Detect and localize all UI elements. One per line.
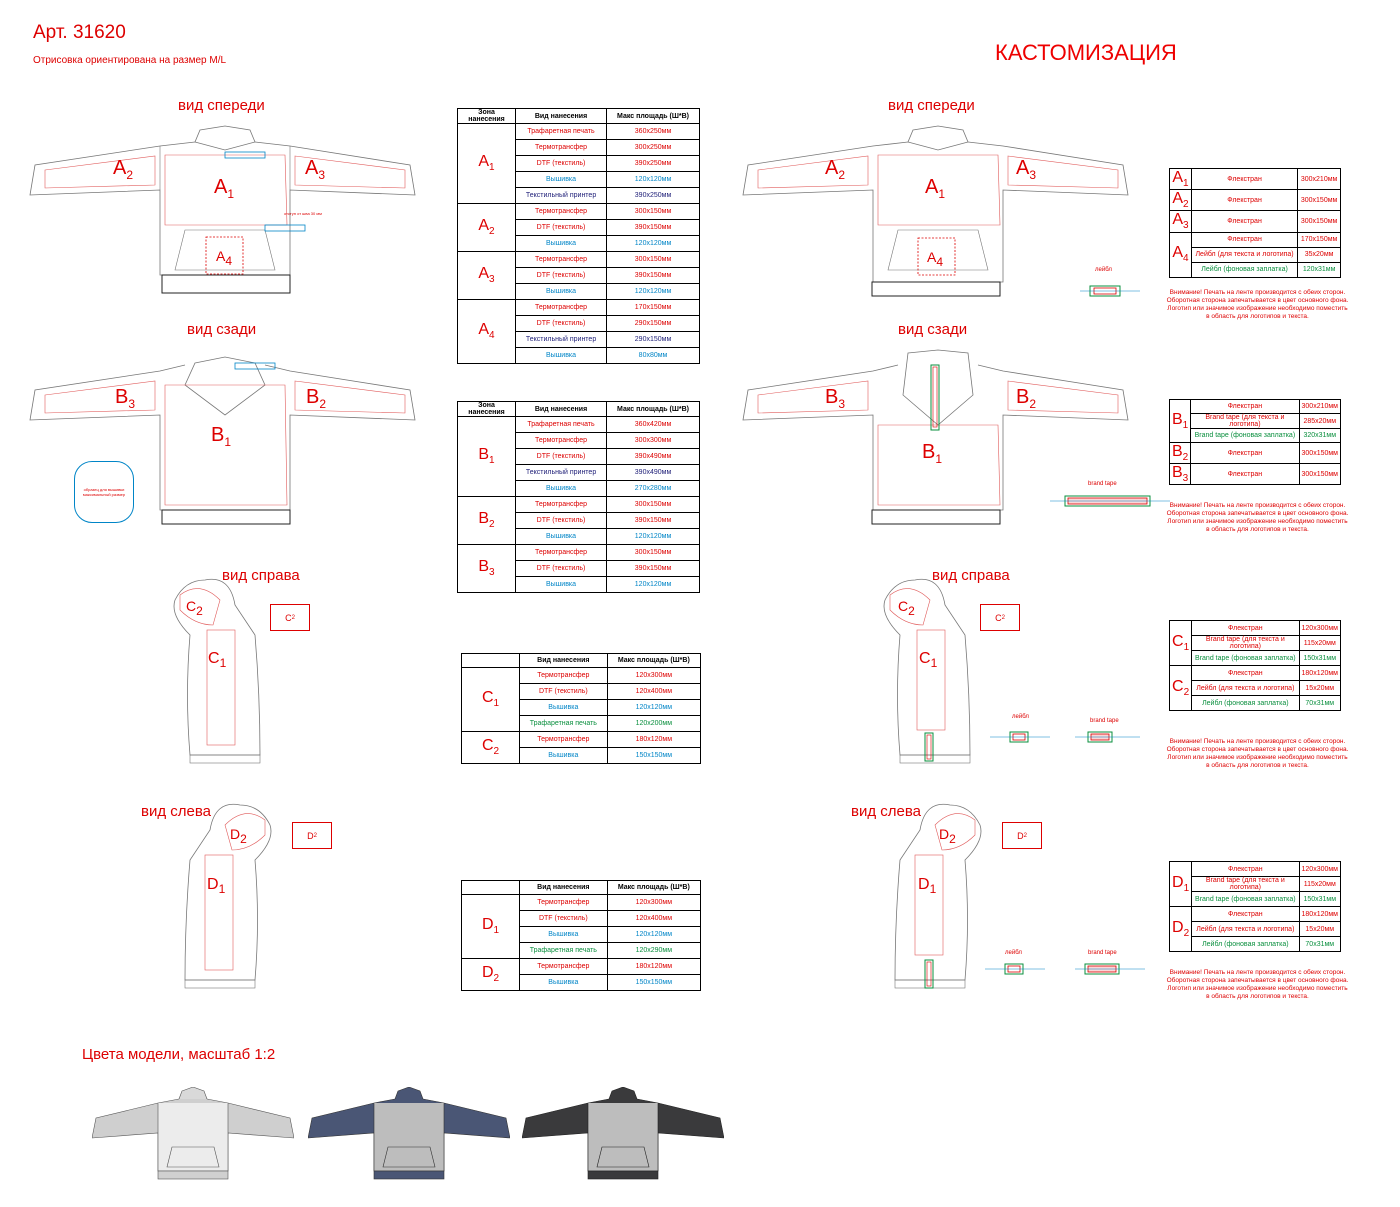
size-cell: 70x31мм xyxy=(1299,696,1340,711)
size-note: Отрисовка ориентирована на размер M/L xyxy=(33,55,227,66)
custom-front-view-title: вид спереди xyxy=(888,97,975,114)
size-cell: 120x120мм xyxy=(607,927,700,943)
zone-cell: $A_3$ xyxy=(1170,211,1192,232)
zone-cell: $D_1$ xyxy=(1170,862,1192,907)
size-cell: 300x150мм xyxy=(1298,190,1341,211)
custom-left-view-title: вид слева xyxy=(851,803,922,820)
size-cell: 150x150мм xyxy=(607,975,700,991)
spec-table-c xyxy=(461,653,701,764)
size-cell: 120x300мм xyxy=(607,668,700,684)
table-header-row xyxy=(458,402,700,417)
zone-b1-label: $B_1$ xyxy=(211,424,232,449)
size-cell: 35x20мм xyxy=(1298,247,1341,262)
method-cell: Лейбл (фоновая заплатка) xyxy=(1192,937,1299,952)
table-row xyxy=(458,300,700,316)
size-cell: 120x120мм xyxy=(607,284,700,300)
custom-zone-d2: $D_2$ xyxy=(939,826,956,846)
table-header-cell: Вид нанесения xyxy=(516,109,607,124)
table-header-row xyxy=(462,881,701,895)
method-cell: DTF (текстиль) xyxy=(516,449,607,465)
table-row xyxy=(1170,666,1341,681)
size-cell: 300x300мм xyxy=(607,433,700,449)
method-cell: Вышивка xyxy=(520,748,608,764)
custom-table-b xyxy=(1169,399,1341,485)
zone-cell: $A_2$ xyxy=(458,204,516,252)
table-row xyxy=(1170,190,1341,211)
zone-cell: $B_1$ xyxy=(1170,400,1191,443)
size-cell: 120x300мм xyxy=(1299,621,1340,636)
custom-zone-d1: $D_1$ xyxy=(918,876,937,897)
front-hoodie-drawing xyxy=(25,120,420,300)
seam-callout: отступ от шва 30 мм xyxy=(284,211,322,216)
zone-d2-label: $D_2$ xyxy=(230,826,247,846)
table-row xyxy=(1170,443,1341,464)
zone-b2-label: $B_2$ xyxy=(306,386,327,411)
front-label-diagram xyxy=(1080,276,1140,304)
left-side-hoodie-drawing xyxy=(170,800,280,1000)
size-cell: 300x150мм xyxy=(607,545,700,561)
color-swatch-charcoal xyxy=(522,1087,724,1183)
table-row xyxy=(1170,681,1341,696)
size-cell: 180x120мм xyxy=(1299,907,1340,922)
custom-zone-a2: $A_2$ xyxy=(825,157,846,182)
custom-c2-patch-box: C 2 xyxy=(980,604,1020,631)
back-view-title: вид сзади xyxy=(187,321,257,338)
size-cell: 180x120мм xyxy=(607,959,700,975)
size-cell: 390x490мм xyxy=(607,449,700,465)
table-header-row xyxy=(458,109,700,124)
size-cell: 290x150мм xyxy=(607,316,700,332)
warning-note-a: Внимание! Печать на ленте производится с обеих сторон. Оборотная сторона запечатывается в цвет основного фона. Логотип или значимое изображение необходимо поместить в область для логотипов и текста. xyxy=(1166,289,1349,320)
right-label-note: лейбл xyxy=(1012,714,1029,720)
method-cell: DTF (текстиль) xyxy=(516,220,607,236)
zone-cell: $A_4$ xyxy=(458,300,516,364)
method-cell: Лейбл (фоновая заплатка) xyxy=(1191,262,1297,277)
table-row xyxy=(458,204,700,220)
size-cell: 120x290мм xyxy=(607,943,700,959)
table-row xyxy=(462,959,701,975)
method-cell: Термотрансфер xyxy=(516,497,607,513)
method-cell: Флекстран xyxy=(1192,666,1299,681)
left-label-note: лейбл xyxy=(1005,950,1022,956)
table-row xyxy=(458,545,700,561)
method-cell: Brand tape (фоновая заплатка) xyxy=(1191,429,1299,443)
size-cell: 360x420мм xyxy=(607,417,700,433)
right-tape-diagrams xyxy=(990,724,1140,750)
method-cell: Лейбл (для текста и логотипа) xyxy=(1192,922,1299,937)
size-cell: 120x120мм xyxy=(607,700,700,716)
zone-cell: $B_3$ xyxy=(458,545,516,593)
size-cell: 300x210мм xyxy=(1298,169,1341,190)
table-header-cell: Вид нанесения xyxy=(516,402,607,417)
c2-patch-box: C 2 xyxy=(270,604,310,631)
zone-cell: $B_2$ xyxy=(458,497,516,545)
table-row xyxy=(1170,621,1341,636)
method-cell: DTF (текстиль) xyxy=(520,684,608,700)
front-label-note: лейбл xyxy=(1095,267,1112,273)
method-cell: Вышивка xyxy=(516,529,607,545)
table-row xyxy=(1170,937,1341,952)
right-brand-tape-note: brand tape xyxy=(1090,718,1119,724)
table-row xyxy=(458,124,700,140)
size-cell: 300x150мм xyxy=(1298,211,1341,232)
spec-table-a xyxy=(457,108,700,364)
method-cell: Термотрансфер xyxy=(516,545,607,561)
zone-cell: $A_3$ xyxy=(458,252,516,300)
table-row xyxy=(462,895,701,911)
method-cell: Вышивка xyxy=(516,284,607,300)
method-cell: DTF (текстиль) xyxy=(516,316,607,332)
size-cell: 150x150мм xyxy=(607,748,700,764)
table-header-cell: Зона нанесения xyxy=(458,402,516,417)
zone-c2-label: $C_2$ xyxy=(186,598,203,618)
method-cell: Флекстран xyxy=(1192,907,1299,922)
zone-c1-label: $C_1$ xyxy=(208,650,227,671)
method-cell: Brand tape (фоновая заплатка) xyxy=(1192,651,1299,666)
size-cell: 120x120мм xyxy=(607,236,700,252)
size-cell: 115x20мм xyxy=(1299,636,1340,651)
warning-note-d: Внимание! Печать на ленте производится с обеих сторон. Оборотная сторона запечатывается в цвет основного фона. Логотип или значимое изображение необходимо поместить в область для логотипов и текста. xyxy=(1166,969,1349,1000)
table-row xyxy=(1170,651,1341,666)
method-cell: Термотрансфер xyxy=(516,252,607,268)
method-cell: Флекстран xyxy=(1192,862,1299,877)
method-cell: Трафаретная печать xyxy=(520,943,608,959)
table-row xyxy=(1170,262,1341,277)
size-cell: 390x150мм xyxy=(607,220,700,236)
method-cell: Флекстран xyxy=(1191,232,1297,247)
table-header-cell: Макс площадь (Ш*В) xyxy=(607,654,700,668)
table-row xyxy=(1170,907,1341,922)
method-cell: Термотрансфер xyxy=(516,433,607,449)
front-view-title: вид спереди xyxy=(178,97,265,114)
size-cell: 80x80мм xyxy=(607,348,700,364)
size-cell: 300x150мм xyxy=(1299,464,1340,485)
size-cell: 290x150мм xyxy=(607,332,700,348)
spec-table-d xyxy=(461,880,701,991)
table-header-row xyxy=(462,654,701,668)
zone-a1-label: $A_1$ xyxy=(214,176,235,201)
custom-zone-b3: $B_3$ xyxy=(825,386,846,411)
method-cell: Brand tape (для текста и логотипа) xyxy=(1192,636,1299,651)
method-cell: Текстильный принтер xyxy=(516,465,607,481)
zone-cell: $D_1$ xyxy=(462,895,520,959)
custom-back-view-title: вид сзади xyxy=(898,321,968,338)
table-row xyxy=(458,252,700,268)
method-cell: Brand tape (фоновая заплатка) xyxy=(1192,892,1299,907)
table-row xyxy=(1170,169,1341,190)
method-cell: Brand tape (для текста и логотипа) xyxy=(1191,414,1299,429)
method-cell: DTF (текстиль) xyxy=(520,911,608,927)
size-cell: 15x20мм xyxy=(1299,681,1340,696)
left-tape-diagrams xyxy=(985,958,1145,984)
method-cell: Трафаретная печать xyxy=(520,716,608,732)
spec-table-b xyxy=(457,401,700,593)
custom-left-side-drawing xyxy=(880,800,990,1000)
size-cell: 180x120мм xyxy=(607,732,700,748)
method-cell: Вышивка xyxy=(520,700,608,716)
custom-zone-b1: $B_1$ xyxy=(922,441,943,466)
method-cell: Флекстран xyxy=(1191,169,1297,190)
size-cell: 120x120мм xyxy=(607,529,700,545)
size-cell: 270x280мм xyxy=(607,481,700,497)
method-cell: Трафаретная печать xyxy=(516,124,607,140)
method-cell: Лейбл (фоновая заплатка) xyxy=(1192,696,1299,711)
table-header-cell: Зона нанесения xyxy=(458,109,516,124)
table-header-cell: Вид нанесения xyxy=(520,881,608,895)
custom-d2-patch-box: D 2 xyxy=(1002,822,1042,849)
method-cell: Термотрансфер xyxy=(520,959,608,975)
size-cell: 120x400мм xyxy=(607,911,700,927)
table-header-cell: Макс площадь (Ш*В) xyxy=(607,109,700,124)
zone-cell: $C_2$ xyxy=(462,732,520,764)
method-cell: Лейбл (для текста и логотипа) xyxy=(1192,681,1299,696)
size-cell: 300x150мм xyxy=(607,497,700,513)
size-cell: 120x200мм xyxy=(607,716,700,732)
color-swatch-light-grey xyxy=(92,1087,294,1183)
table-row xyxy=(1170,247,1341,262)
table-row xyxy=(458,417,700,433)
method-cell: Вышивка xyxy=(516,577,607,593)
table-row xyxy=(1170,429,1341,443)
method-cell: Вышивка xyxy=(516,481,607,497)
size-cell: 120x300мм xyxy=(607,895,700,911)
custom-front-hoodie-drawing xyxy=(738,120,1133,300)
zone-cell: $D_2$ xyxy=(1170,907,1192,952)
zone-cell: $C_1$ xyxy=(1170,621,1192,666)
left-view-title: вид слева xyxy=(141,803,212,820)
table-row xyxy=(1170,636,1341,651)
custom-zone-b2: $B_2$ xyxy=(1016,386,1037,411)
table-row xyxy=(1170,211,1341,232)
custom-table-c xyxy=(1169,620,1341,711)
zone-cell: $A_1$ xyxy=(1170,169,1192,190)
table-row xyxy=(458,497,700,513)
size-cell: 120x120мм xyxy=(607,577,700,593)
size-cell: 300x210мм xyxy=(1299,400,1340,414)
size-cell: 390x250мм xyxy=(607,188,700,204)
zone-cell: $C_1$ xyxy=(462,668,520,732)
method-cell: DTF (текстиль) xyxy=(516,156,607,172)
table-row xyxy=(1170,862,1341,877)
method-cell: DTF (текстиль) xyxy=(516,513,607,529)
zone-cell: $D_2$ xyxy=(462,959,520,991)
method-cell: Флекстран xyxy=(1192,621,1299,636)
zone-cell: $A_4$ xyxy=(1170,232,1192,277)
d2-patch-box: D 2 xyxy=(292,822,332,849)
size-cell: 120x300мм xyxy=(1299,862,1340,877)
custom-zone-c1: $C_1$ xyxy=(919,650,938,671)
left-brand-tape-note: brand tape xyxy=(1088,950,1117,956)
size-cell: 390x150мм xyxy=(607,268,700,284)
table-header-cell: Вид нанесения xyxy=(520,654,608,668)
table-row xyxy=(1170,464,1341,485)
size-cell: 285x20мм xyxy=(1299,414,1340,429)
custom-table-a xyxy=(1169,168,1341,278)
size-cell: 15x20мм xyxy=(1299,922,1340,937)
size-cell: 120x31мм xyxy=(1298,262,1341,277)
method-cell: Вышивка xyxy=(520,975,608,991)
zone-d1-label: $D_1$ xyxy=(207,876,226,897)
right-view-title: вид справа xyxy=(222,567,300,584)
custom-zone-a1: $A_1$ xyxy=(925,176,946,201)
method-cell: Термотрансфер xyxy=(520,732,608,748)
zone-a2-label: $A_2$ xyxy=(113,157,134,182)
size-cell: 150x31мм xyxy=(1299,651,1340,666)
method-cell: Текстильный принтер xyxy=(516,188,607,204)
size-cell: 300x150мм xyxy=(607,204,700,220)
back-brand-tape-note: brand tape xyxy=(1088,481,1117,487)
right-side-hoodie-drawing xyxy=(165,575,275,775)
method-cell: Термотрансфер xyxy=(520,668,608,684)
size-cell: 300x250мм xyxy=(607,140,700,156)
size-cell: 120x400мм xyxy=(607,684,700,700)
size-cell: 300x150мм xyxy=(1299,443,1340,464)
method-cell: Термотрансфер xyxy=(516,204,607,220)
table-row xyxy=(1170,877,1341,892)
zone-cell: $C_2$ xyxy=(1170,666,1192,711)
size-cell: 390x150мм xyxy=(607,561,700,577)
warning-note-c: Внимание! Печать на ленте производится с обеих сторон. Оборотная сторона запечатывается в цвет основного фона. Логотип или значимое изображение необходимо поместить в область для логотипов и текста. xyxy=(1166,738,1349,769)
size-cell: 390x490мм xyxy=(607,465,700,481)
table-row xyxy=(1170,400,1341,414)
size-cell: 170x150мм xyxy=(1298,232,1341,247)
table-row xyxy=(1170,922,1341,937)
custom-right-view-title: вид справа xyxy=(932,567,1010,584)
embroidery-sample-badge: образец для вышивки максимальный размер xyxy=(74,461,134,523)
warning-note-b: Внимание! Печать на ленте производится с обеих сторон. Оборотная сторона запечатывается в цвет основного фона. Логотип или значимое изображение необходимо поместить в область для логотипов и текста. xyxy=(1166,502,1349,533)
table-header-cell: Макс площадь (Ш*В) xyxy=(607,881,700,895)
size-cell: 170x150мм xyxy=(607,300,700,316)
zone-cell: $B_3$ xyxy=(1170,464,1191,485)
table-header-cell: Макс площадь (Ш*В) xyxy=(607,402,700,417)
custom-table-d xyxy=(1169,861,1341,952)
custom-zone-c2: $C_2$ xyxy=(898,598,915,618)
size-cell: 360x250мм xyxy=(607,124,700,140)
method-cell: Флекстран xyxy=(1191,190,1297,211)
table-header-cell xyxy=(462,881,520,895)
size-cell: 70x31мм xyxy=(1299,937,1340,952)
table-row xyxy=(462,668,701,684)
method-cell: Трафаретная печать xyxy=(516,417,607,433)
method-cell: Вышивка xyxy=(516,236,607,252)
method-cell: Флекстран xyxy=(1191,211,1297,232)
zone-cell: $B_2$ xyxy=(1170,443,1191,464)
custom-right-side-drawing xyxy=(875,575,985,775)
zone-cell: $B_1$ xyxy=(458,417,516,497)
size-cell: 390x150мм xyxy=(607,513,700,529)
method-cell: Флекстран xyxy=(1191,400,1299,414)
method-cell: Флекстран xyxy=(1191,443,1299,464)
colors-title: Цвета модели, масштаб 1:2 xyxy=(82,1046,276,1063)
article-number: Арт. 31620 xyxy=(33,22,126,43)
zone-a4-label: $A_4$ xyxy=(216,248,233,268)
zone-cell: $A_2$ xyxy=(1170,190,1192,211)
table-row xyxy=(1170,414,1341,429)
method-cell: DTF (текстиль) xyxy=(516,561,607,577)
size-cell: 390x250мм xyxy=(607,156,700,172)
method-cell: Термотрансфер xyxy=(516,300,607,316)
zone-b3-label: $B_3$ xyxy=(115,386,136,411)
zone-a3-label: $A_3$ xyxy=(305,157,326,182)
size-cell: 320x31мм xyxy=(1299,429,1340,443)
method-cell: Лейбл (для текста и логотипа) xyxy=(1191,247,1297,262)
size-cell: 115x20мм xyxy=(1299,877,1340,892)
table-row xyxy=(1170,892,1341,907)
size-cell: 150x31мм xyxy=(1299,892,1340,907)
table-header-cell xyxy=(462,654,520,668)
zone-cell: $A_1$ xyxy=(458,124,516,204)
custom-zone-a4: $A_4$ xyxy=(927,249,944,269)
size-cell: 120x120мм xyxy=(607,172,700,188)
table-row xyxy=(462,732,701,748)
size-cell: 300x150мм xyxy=(607,252,700,268)
table-row xyxy=(1170,232,1341,247)
method-cell: Вышивка xyxy=(516,172,607,188)
back-brand-tape-diagram xyxy=(1050,490,1170,516)
method-cell: Вышивка xyxy=(520,927,608,943)
method-cell: Brand tape (для текста и логотипа) xyxy=(1192,877,1299,892)
customization-title: КАСТОМИЗАЦИЯ xyxy=(995,40,1177,65)
method-cell: DTF (текстиль) xyxy=(516,268,607,284)
method-cell: Флекстран xyxy=(1191,464,1299,485)
method-cell: Термотрансфер xyxy=(520,895,608,911)
size-cell: 180x120мм xyxy=(1299,666,1340,681)
custom-zone-a3: $A_3$ xyxy=(1016,157,1037,182)
method-cell: Вышивка xyxy=(516,348,607,364)
method-cell: Термотрансфер xyxy=(516,140,607,156)
method-cell: Текстильный принтер xyxy=(516,332,607,348)
table-row xyxy=(1170,696,1341,711)
color-swatch-denim xyxy=(308,1087,510,1183)
